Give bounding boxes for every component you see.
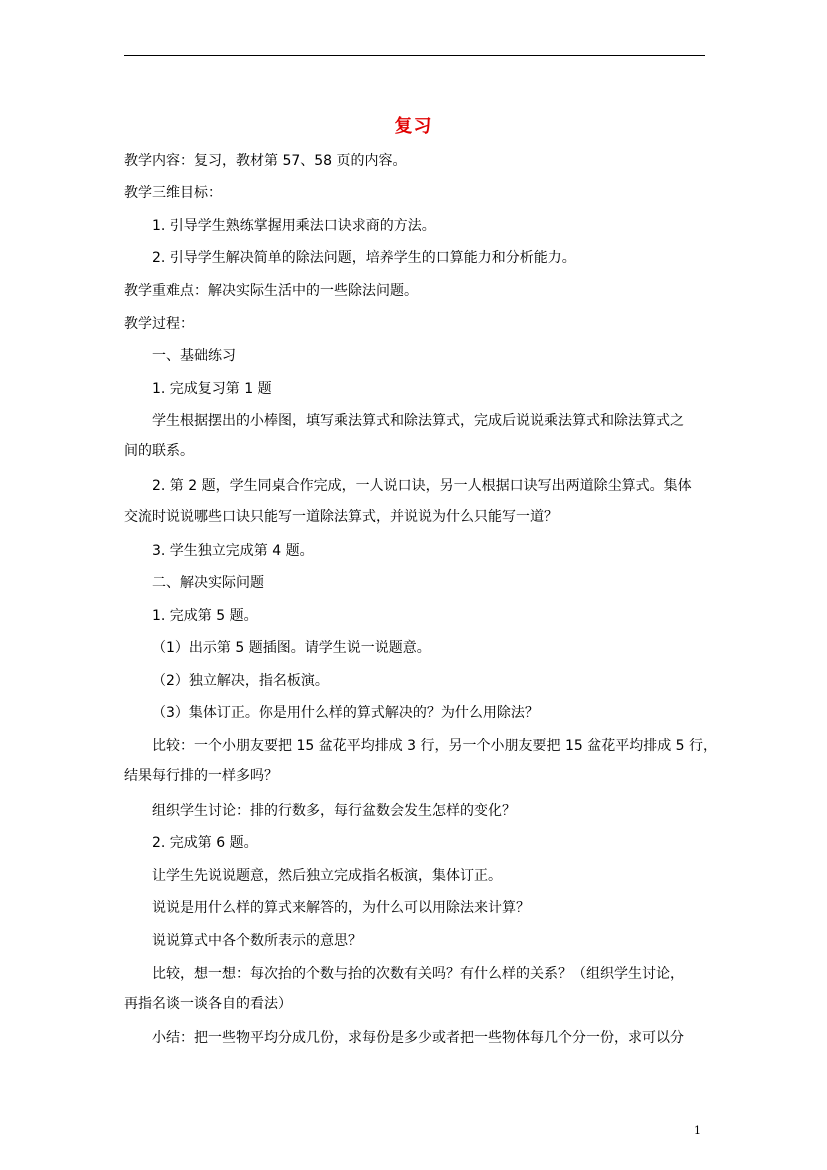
paragraph-line: 结果每行排的一样多吗？ xyxy=(124,768,278,784)
paragraph-line: 说说算式中各个数所表示的意思？ xyxy=(152,933,362,949)
paragraph-line: （2）独立解决，指名板演。 xyxy=(152,673,329,689)
paragraph-line: 再指名谈一谈各自的看法） xyxy=(124,996,292,1012)
paragraph-line: 2. 第 2 题，学生同桌合作完成，一人说口诀，另一人根据口诀写出两道除尘算式。集体 xyxy=(152,478,692,494)
section-2-heading: 二、解决实际问题 xyxy=(152,575,264,591)
paragraph-line: （3）集体订正。你是用什么样的算式解决的？为什么用除法？ xyxy=(152,705,539,721)
paragraph-line: 交流时说说哪些口诀只能写一道除法算式，并说说为什么只能写一道？ xyxy=(124,509,558,525)
paragraph-line: 小结：把一些物平均分成几份，求每份是多少或者把一些物体每几个分一份，求可以分 xyxy=(152,1030,684,1046)
page-number: 1 xyxy=(694,1124,701,1137)
paragraph-line: 学生根据摆出的小棒图，填写乘法算式和除法算式，完成后说说乘法算式和除法算式之 xyxy=(152,413,684,429)
paragraph-line: 组织学生讨论：排的行数多，每行盆数会发生怎样的变化？ xyxy=(152,803,516,819)
paragraph-line: 比较，想一想：每次抬的个数与抬的次数有关吗？有什么样的关系？（组织学生讨论， xyxy=(152,966,684,982)
paragraph-line: 2. 完成第 6 题。 xyxy=(152,835,258,851)
paragraph-line: 3. 学生独立完成第 4 题。 xyxy=(152,543,314,559)
objective-2: 2. 引导学生解决简单的除法问题，培养学生的口算能力和分析能力。 xyxy=(152,250,576,266)
document-title: 复习 xyxy=(394,116,433,137)
paragraph-line: （1）出示第 5 题插图。请学生说一说题意。 xyxy=(152,640,431,656)
paragraph-line: 1. 完成复习第 1 题 xyxy=(152,381,272,397)
section-1-heading: 一、基础练习 xyxy=(152,348,236,364)
paragraph-line: 间的联系。 xyxy=(124,443,194,459)
teaching-content-line: 教学内容：复习，教材第 57、58 页的内容。 xyxy=(124,153,407,169)
key-points-line: 教学重难点：解决实际生活中的一些除法问题。 xyxy=(124,283,418,299)
header-rule xyxy=(124,55,705,56)
paragraph-line: 1. 完成第 5 题。 xyxy=(152,608,258,624)
objective-1: 1. 引导学生熟练掌握用乘法口诀求商的方法。 xyxy=(152,218,436,234)
paragraph-line: 让学生先说说题意，然后独立完成指名板演，集体订正。 xyxy=(152,868,502,884)
process-heading: 教学过程： xyxy=(124,316,194,332)
paragraph-line: 说说是用什么样的算式来解答的，为什么可以用除法来计算？ xyxy=(152,900,530,916)
paragraph-line: 比较：一个小朋友要把 15 盆花平均排成 3 行，另一个小朋友要把 15 盆花平均排成 5 行， xyxy=(152,738,718,754)
objectives-heading: 教学三维目标： xyxy=(124,185,222,201)
